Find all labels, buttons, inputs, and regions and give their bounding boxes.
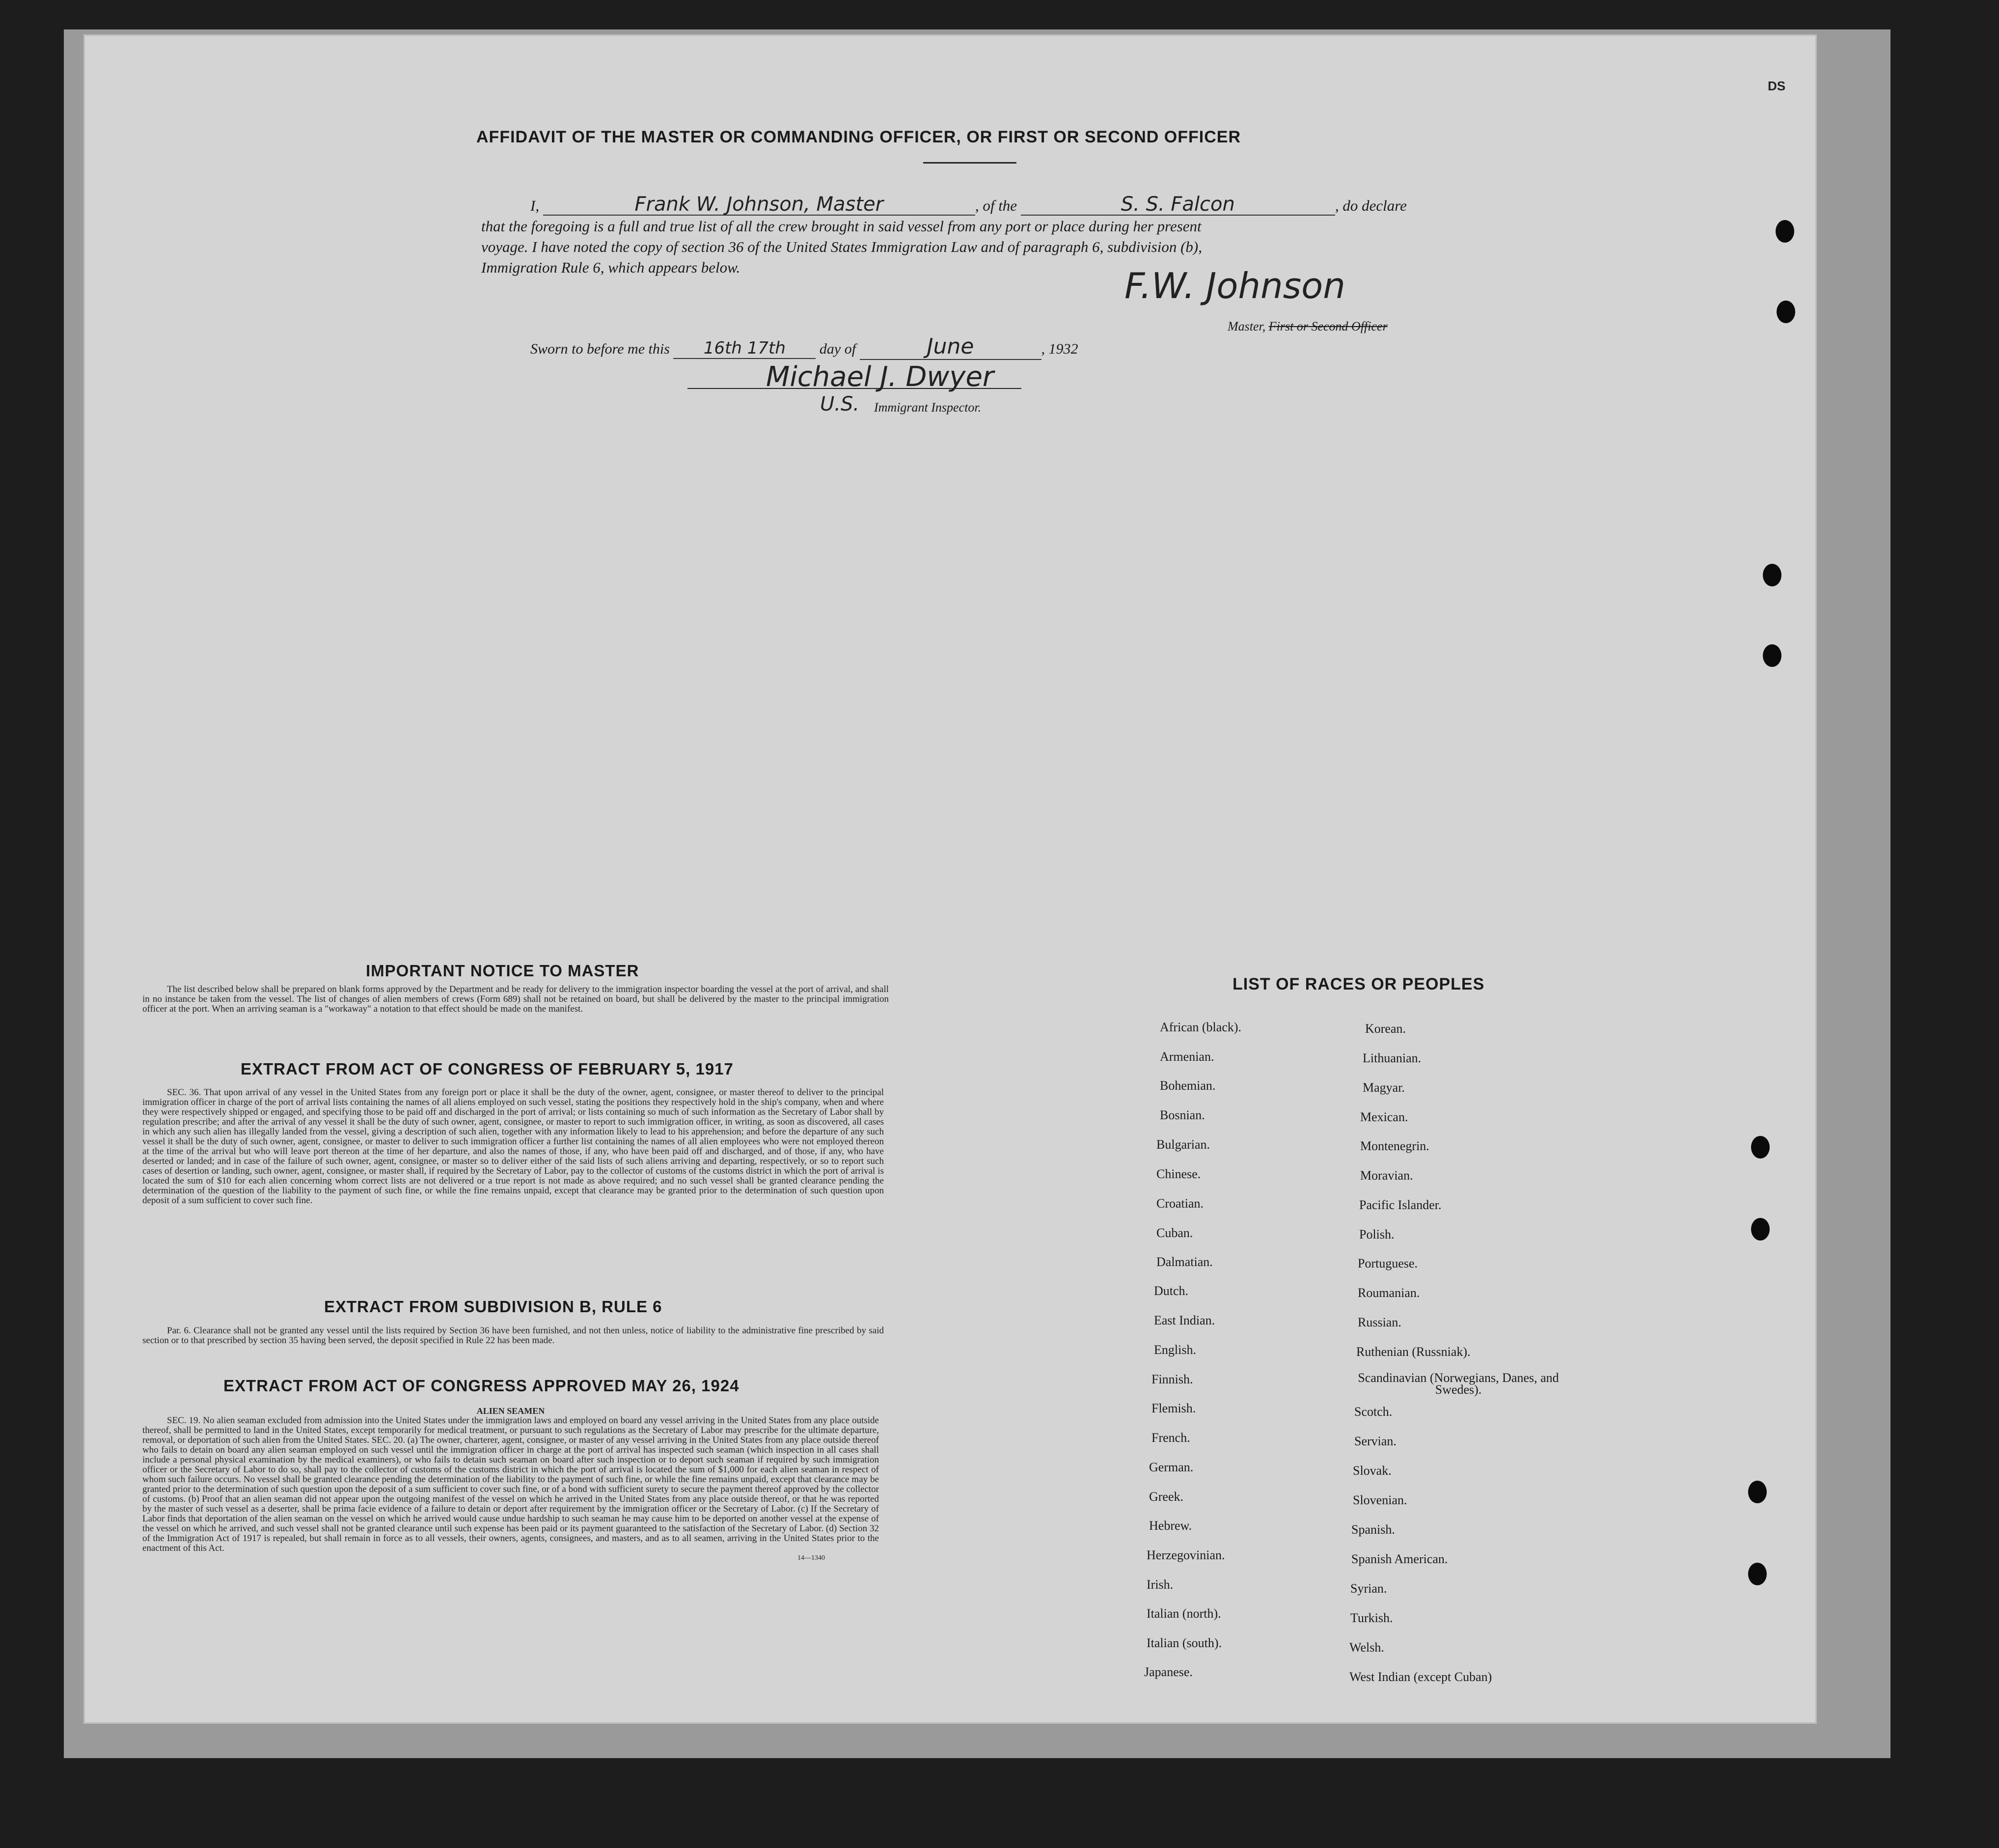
sworn-month: June [860, 334, 1041, 360]
race-right-item: Scotch. [1354, 1405, 1393, 1419]
do-declare-text: , do declare [1335, 197, 1407, 214]
vessel-name: S. S. Falcon [1021, 194, 1335, 216]
master-signature: F.W. Johnson [1124, 265, 1345, 306]
race-right-item: Moravian. [1360, 1168, 1413, 1183]
race-left-item: Flemish. [1151, 1401, 1196, 1415]
punch-hole [1763, 644, 1781, 667]
form-number: 14—1340 [797, 1554, 825, 1562]
master-title [1228, 319, 1388, 334]
punch-hole [1763, 564, 1781, 586]
race-left-item: Chinese. [1156, 1167, 1201, 1181]
race-right-item: Pacific Islander. [1359, 1198, 1442, 1212]
race-left-item: Cuban. [1156, 1226, 1193, 1240]
struck-officer-label: First or Second Officer [1268, 319, 1388, 333]
race-right-item: Magyar. [1363, 1080, 1405, 1095]
race-right-item: Spanish American. [1351, 1552, 1448, 1566]
inspector-signature: Michael J. Dwyer [766, 361, 994, 393]
act-1924-text: SEC. 19. No alien seaman excluded from admission into the United States under the immigration laws and employed on board any vessel arriving in the United States from any place outside thereof, shall be permitted to land in the United States, except temporarily for medical treatment, or pursuant to such regulations as the Secretary of Labor may prescribe for the ultimate departure, removal, or deportation of such alien from the United States. SEC. 20. (a) The owner, charterer, agent, consignee, or master of any vessel arriving in the United States from any place outside thereof who fails to detain on board any alien seaman employed on such vessel until the immigration officer in charge at the port of arrival has inspected such seaman (which inspection in all cases shall include a personal physical examination by the medical examiners), or who fails to detain such seaman on board after such inspection or to deport such seaman if required by such immigration officer or the Secretary of Labor to do so, shall pay to the collector of customs of the customs district in which the port of arrival is located the sum of $1,000 for each alien seaman in respect of whom such failure occurs. No vessel shall be granted clearance pending the determination of the liability to the payment of such fine, or while the fine remains unpaid, except that clearance may be granted prior to the determination of such question upon the deposit of a sum sufficient to cover such fine, or of a bond with sufficient surety to secure the payment thereof approved by the collector of customs. (b) Proof that an alien seaman did not appear upon the outgoing manifest of the vessel on which he arrived in the United States from any place outside thereof, or that he was reported by the master of such vessel as a deserter, shall be prima facie evidence of a failure to detain or deport after requirement by the immigration officer or the Secretary of Labor. (c) If the Secretary of Labor finds that deportation of the alien seaman on the vessel on which he arrived would cause undue hardship to such seaman he may cause him to be deported on another vessel at the expense of the vessel on which he arrived, and such vessel shall not be granted clearance until such expense has been paid or its payment guaranteed to the satisfaction of the Secretary of Labor. (d) Section 32 of the Immigration Act of 1917 is repealed, but shall remain in force as to all vessels, their owners, agents, consignees, and masters, and as to all seamen, arriving in the United States prior to the enactment of this Act. [142, 1415, 879, 1553]
day-of-label: day of [819, 341, 856, 357]
act-1924-section [142, 1406, 879, 1563]
race-left-item: Croatian. [1156, 1196, 1204, 1211]
race-right-item: Welsh. [1349, 1640, 1384, 1655]
act-1924-heading: EXTRACT FROM ACT OF CONGRESS APPROVED MAY 26, 1924 [223, 1377, 739, 1395]
race-left-item: Italian (south). [1147, 1636, 1222, 1650]
race-left-item: Bulgarian. [1156, 1137, 1210, 1152]
sworn-line [530, 334, 1078, 360]
race-left-item: Bosnian. [1160, 1108, 1205, 1122]
act-1917-text: SEC. 36. That upon arrival of any vessel in the United States from any foreign port or place it shall be the duty of the owner, agent, consignee, or master thereof to deliver to the principal immigration officer in charge of the port of arrival lists containing the names of all aliens employed on such vessel, stating the positions they respectively hold in the ship's company, when and where they were respectively shipped or engaged, and specifying those to be paid off and discharged in the port of arrival; or lists containing so much of such information as the Secretary of Labor shall by regulation prescribe; and after the arrival of any vessel it shall be the duty of such owner, agent, consignee, or master to report to such immigration officer, in writing, as soon as discovered, all cases in which any such alien has illegally landed from the vessel, giving a description of such alien, together with any information likely to lead to his apprehension; and before the departure of any such vessel it shall be the duty of such owner, agent, consignee, or master to deliver to such immigration officer a further list containing the names of all alien employees who were not employed thereon at the time of the arrival but who will leave port thereon at the time of her departure, and also the names of those, if any, who have been paid off and discharged, and of those, if any, who have deserted or landed; and in case of the failure of such owner, agent, consignee, or master so to deliver either of the said lists of such aliens arriving and departing, respectively, or so to report such cases of desertion or landing, such owner, agent, consignee, or master shall, if required by the Secretary of Labor, pay to the collector of customs of the customs district in which the port of arrival is located the sum of $10 for each alien concerning whom correct lists are not delivered or a true report is not made as above required; and no such vessel shall be granted clearance pending the determination of the question of the liability to the payment of such fine, or while the fine remains unpaid, except that clearance may be granted prior to the determination of such question upon deposit of a sum sufficient to cover such fine. [142, 1087, 884, 1206]
race-left-item: French. [1151, 1431, 1190, 1445]
race-right-item: West Indian (except Cuban) [1349, 1670, 1492, 1684]
title-rule [923, 162, 1016, 164]
race-right-item: Ruthenian (Russniak). [1356, 1345, 1471, 1359]
race-left-item: Dalmatian. [1156, 1255, 1213, 1269]
inspector-label: Immigrant Inspector. [874, 400, 982, 414]
declaration-line-1 [481, 194, 1458, 216]
race-right-item: Turkish. [1350, 1611, 1393, 1625]
race-left-item: German. [1149, 1460, 1194, 1474]
declaration-line-3: voyage. I have noted the copy of section 36 of the United States Immigration Law and of paragraph 6, subdivision (b), [481, 238, 1202, 255]
of-the-text: , of the [975, 197, 1017, 214]
race-right-item: Montenegrin. [1360, 1139, 1429, 1153]
corner-mark: DS [1768, 79, 1786, 93]
rule-6-heading: EXTRACT FROM SUBDIVISION B, RULE 6 [324, 1297, 662, 1316]
punch-hole [1748, 1481, 1767, 1503]
race-right-item: Roumanian. [1358, 1286, 1420, 1300]
notice-heading: IMPORTANT NOTICE TO MASTER [366, 962, 639, 980]
race-right-item: Polish. [1359, 1227, 1395, 1241]
notice-text: The list described below shall be prepared on blank forms approved by the Department and be ready for delivery to the immigration inspector boarding the vessel at the port of arrival, and shall in no instance be taken from the vessel. The list of changes of alien members of crews (Form 689) shall not be retained on board, but shall be delivered by the master to the principal immigration officer at the port. When an arriving seaman is a "workaway" a notation to that effect should be made on the manifest. [142, 984, 889, 1014]
act-1917-heading: EXTRACT FROM ACT OF CONGRESS OF FEBRUARY 5, 1917 [241, 1060, 734, 1078]
sworn-label: Sworn to before me this [530, 341, 670, 357]
master-label: Master, [1228, 319, 1266, 333]
declaration-line-2: that the foregoing is a full and true list of all the crew brought in said vessel from any port or place during her present [481, 218, 1202, 235]
race-left-item: African (black). [1160, 1020, 1242, 1034]
race-left-item: Armenian. [1160, 1049, 1214, 1064]
race-left-item: Italian (north). [1147, 1606, 1221, 1621]
race-left-item: English. [1154, 1343, 1196, 1357]
declaration-line-4: Immigration Rule 6, which appears below. [481, 259, 740, 276]
rule-6-text: Par. 6. Clearance shall not be granted any vessel until the lists required by Section 36 have been furnished, and not then unless, notice of liability to the administrative fine prescribed by said section or to that prescribed by section 35 having been served, the deposit specified in Rule 22 has been made. [142, 1325, 884, 1346]
alien-seamen-subheading: ALIEN SEAMEN [476, 1406, 545, 1416]
punch-hole [1748, 1563, 1767, 1585]
affidavit-title: AFFIDAVIT OF THE MASTER OR COMMANDING OFFICER, OR FIRST OR SECOND OFFICER [476, 128, 1241, 146]
race-right-item: Syrian. [1350, 1581, 1387, 1596]
race-left-item: Japanese. [1144, 1665, 1193, 1679]
race-left-item: Greek. [1149, 1489, 1184, 1504]
race-right-item: Slovenian. [1353, 1493, 1407, 1507]
punch-hole [1751, 1218, 1770, 1241]
race-left-item: Finnish. [1151, 1372, 1193, 1386]
race-right-item: Mexican. [1360, 1110, 1408, 1124]
race-right-item: Portuguese. [1358, 1256, 1418, 1270]
master-name: Frank W. Johnson, Master [543, 194, 975, 216]
sworn-year: , 1932 [1041, 341, 1078, 357]
race-left-item: Dutch. [1154, 1284, 1189, 1298]
race-left-item: Herzegovinian. [1147, 1548, 1225, 1562]
pronoun-i: I, [530, 197, 540, 214]
punch-hole [1776, 220, 1794, 243]
punch-hole [1777, 301, 1795, 323]
sworn-day: 16th 17th [673, 338, 816, 359]
race-left-item: Irish. [1147, 1577, 1174, 1592]
races-heading: LIST OF RACES OR PEOPLES [1232, 975, 1485, 993]
punch-hole [1751, 1136, 1770, 1158]
race-left-item: Hebrew. [1149, 1518, 1192, 1533]
race-right-item: Korean. [1365, 1021, 1406, 1036]
us-mark: U.S. [820, 393, 860, 415]
race-right-item: Lithuanian. [1363, 1051, 1422, 1065]
race-right-item: Scandinavian (Norwegians, Danes, and Swedes). [1358, 1371, 1559, 1397]
race-left-item: Bohemian. [1160, 1078, 1216, 1093]
race-left-item: East Indian. [1154, 1313, 1215, 1327]
race-right-item: Russian. [1358, 1315, 1401, 1329]
race-right-item: Slovak. [1353, 1463, 1392, 1478]
race-right-item: Spanish. [1351, 1522, 1395, 1537]
race-right-item: Servian. [1354, 1434, 1397, 1448]
